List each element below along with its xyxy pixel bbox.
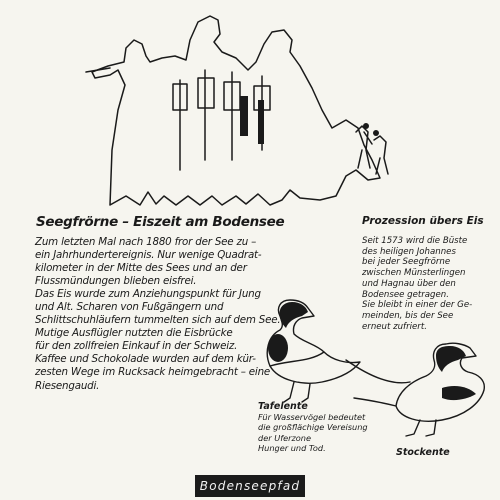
tafelente-breast-dark	[268, 334, 288, 362]
figure-head	[363, 123, 369, 129]
banner-pole	[180, 70, 262, 170]
tafelente-line: die großflächige Vereisung	[258, 422, 368, 433]
tafelente-line: der Uferzone	[258, 432, 312, 443]
tafelente-body-text	[258, 412, 388, 454]
procession-line: zwischen Münsterlingen	[362, 268, 466, 279]
main-body-line: und Alt. Scharen von Fußgängern und	[35, 301, 224, 314]
stockente-label: Stockente	[396, 447, 450, 458]
tafelente-line: Hunger und Tod.	[258, 443, 326, 454]
dark-banner	[240, 96, 248, 136]
procession-silhouette-illustration	[0, 0, 500, 215]
walking-figure	[356, 126, 372, 168]
procession-line: erneut zufriert.	[362, 321, 427, 332]
main-body-line: Kaffee und Schokolade wurden auf dem kür-	[35, 353, 256, 366]
procession-line: und Hagnau über den	[362, 278, 456, 289]
procession-line: Bodensee getragen.	[362, 289, 449, 300]
tafelente-line: Für Wasservögel bedeutet	[258, 412, 366, 422]
procession-line: Seit 1573 wird die Büste	[362, 236, 468, 246]
tafelente-head-dark	[280, 302, 308, 328]
main-body-line: Riesengaudi.	[35, 379, 100, 392]
banner	[198, 78, 214, 108]
dark-banner	[258, 100, 264, 144]
main-title: Seegfrörne – Eiszeit am Bodensee	[36, 214, 285, 230]
main-body-line: Flussmündungen blieben eisfrei.	[35, 275, 197, 288]
procession-line: des heiligen Johannes	[362, 246, 456, 257]
procession-line: Sie bleibt in einer der Ge-	[362, 300, 473, 311]
main-body-line: kilometer in der Mitte des Sees und an der	[35, 262, 247, 275]
main-body-line: ein Jahrhundertereignis. Nur wenige Quadrat-	[35, 249, 262, 262]
figure-head	[373, 130, 379, 136]
main-body-line: für den zollfreien Einkauf in der Schweiz.	[35, 340, 238, 353]
main-body-line: Schlittschuhläufern tummelten sich auf dem See.	[35, 314, 281, 327]
horn	[86, 68, 110, 72]
main-body-line: Mutige Ausflügler nutzten die Eisbrücke	[35, 327, 233, 340]
procession-title: Prozession übers Eis	[362, 215, 484, 227]
main-body-line: Zum letzten Mal nach 1880 fror der See zu –	[35, 236, 257, 248]
stockente-wing-dark	[442, 386, 476, 400]
main-body-line: zesten Wege im Rucksack heimgebracht – eine	[35, 366, 271, 379]
procession-line: bei jeder Seegfrörne	[362, 257, 451, 268]
main-body-line: Das Eis wurde zum Anziehungspunkt für Jung	[35, 288, 261, 301]
procession-line: meinden, bis der See	[362, 310, 454, 321]
tafelente-label: Tafelente	[258, 401, 308, 412]
footer-label: Bodenseepfad	[195, 475, 305, 497]
